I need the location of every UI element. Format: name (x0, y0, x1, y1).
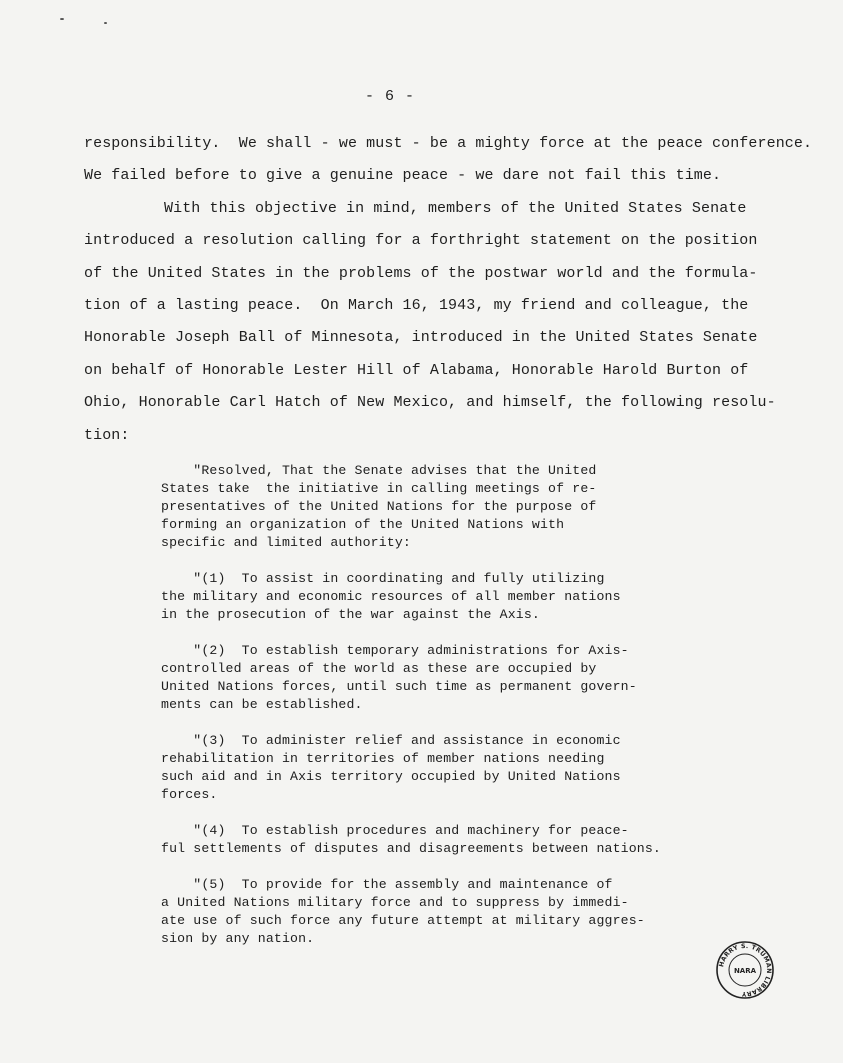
resolution-line: "(3) To administer relief and assistance in economic (161, 733, 621, 748)
resolution-line: rehabilitation in territories of member nations needing (161, 751, 605, 766)
resolution-item-2 (161, 642, 681, 714)
scan-speck (104, 22, 107, 24)
body-line: introduced a resolution calling for a forthright statement on the position (84, 232, 758, 250)
resolution-line: ments can be established. (161, 697, 363, 712)
body-line: responsibility. We shall - we must - be a mighty force at the peace conference. (84, 135, 813, 152)
resolution-line: such aid and in Axis territory occupied by United Nations (161, 769, 621, 784)
resolution-line: forming an organization of the United Nations with (161, 517, 565, 532)
body-line: We failed before to give a genuine peace - we dare not fail this time. (84, 167, 722, 185)
resolution-line: a United Nations military force and to suppress by immedi- (161, 895, 629, 910)
resolution-line: ful settlements of disputes and disagreements between nations. (161, 841, 661, 856)
body-line: on behalf of Honorable Lester Hill of Alabama, Honorable Harold Burton of (84, 361, 749, 379)
resolution-line: "(4) To establish procedures and machinery for peace- (161, 823, 629, 838)
resolution-line: "(5) To provide for the assembly and maintenance of (161, 877, 613, 892)
resolution-line: sion by any nation. (161, 931, 315, 946)
resolution-line: United Nations forces, until such time as permanent govern- (161, 679, 637, 694)
resolution-line: forces. (161, 787, 218, 802)
body-line: tion: (84, 426, 130, 444)
resolution-intro (161, 462, 681, 552)
resolution-line: in the prosecution of the war against the Axis. (161, 607, 540, 622)
resolution-item-1 (161, 570, 681, 624)
body-text (84, 128, 813, 452)
resolution-item-4 (161, 822, 681, 858)
resolution-line: specific and limited authority: (161, 535, 411, 550)
resolution-line: "(1) To assist in coordinating and fully utilizing (161, 571, 605, 586)
scan-speck (60, 18, 64, 20)
body-line: of the United States in the problems of the postwar world and the formula- (84, 264, 758, 282)
resolution-line: "Resolved, That the Senate advises that the United (161, 463, 597, 478)
resolution-item-3 (161, 732, 681, 804)
resolution-quote (161, 462, 681, 966)
resolution-line: States take the initiative in calling meetings of re- (161, 481, 597, 496)
body-line: Ohio, Honorable Carl Hatch of New Mexico, and himself, the following resolu- (84, 394, 776, 412)
stamp-center-text: NARA (733, 967, 757, 975)
body-line: With this objective in mind, members of the United States Senate (164, 199, 747, 217)
page-number: - 6 - (364, 88, 415, 105)
resolution-line: ate use of such force any future attempt at military aggres- (161, 913, 645, 928)
stamp-ring-text: HARRY S. TRUMAN LIBRARY (718, 942, 773, 998)
resolution-line: "(2) To establish temporary administrations for Axis- (161, 643, 629, 658)
resolution-line: presentatives of the United Nations for the purpose of (161, 499, 597, 514)
body-line: tion of a lasting peace. On March 16, 1943, my friend and colleague, the (84, 297, 749, 315)
resolution-line: the military and economic resources of all member nations (161, 589, 621, 604)
truman-library-stamp (715, 940, 775, 1000)
resolution-line: controlled areas of the world as these are occupied by (161, 661, 597, 676)
resolution-item-5 (161, 876, 681, 948)
body-line: Honorable Joseph Ball of Minnesota, introduced in the United States Senate (84, 329, 758, 347)
